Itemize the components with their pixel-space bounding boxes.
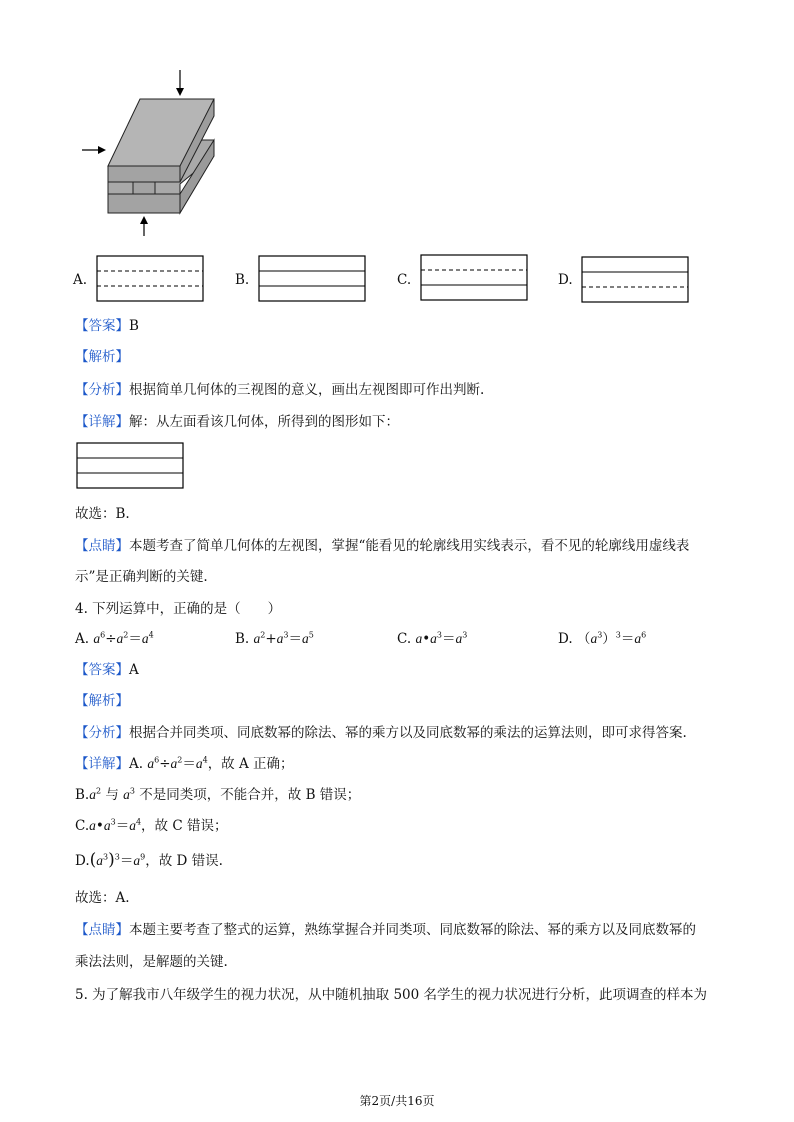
q3-choice: 故选：B. [75, 506, 130, 522]
q4-option-d: D. $(a^3)^3=a^6$ [558, 630, 647, 647]
option-label-b: B. [235, 272, 250, 288]
q4-dianjing-2: 乘法法则，是解题的关键. [75, 954, 228, 970]
q4-detail-a: 【详解】A. $a^6\div a^2=a^4$，故 A 正确； [75, 755, 294, 772]
q4-analysis-tag: 【解析】 [75, 693, 129, 709]
q4-detail-c: $C.a•a^3=a^4$，故 C 错误； [75, 817, 228, 834]
q4-detail-b: $B.a^2$ 与 $a^3$ 不是同类项，不能合并，故 B 错误； [75, 786, 361, 803]
q4-dianjing: 【点睛】本题主要考查了整式的运算，熟练掌握合并同类项、同底数幂的除法、幂的乘方以及同底数幂的 [75, 922, 696, 938]
option-label-a: A. [73, 272, 88, 288]
option-c-figure [420, 254, 530, 302]
q4-fenxi: 【分析】根据合并同类项、同底数幂的除法、幂的乘方以及同底数幂的乘法的运算法则，即可求得答案. [75, 725, 687, 741]
option-label-c: C. [397, 272, 412, 288]
option-d-figure [581, 256, 691, 304]
q3-analysis-tag: 【解析】 [75, 349, 129, 365]
q4-options: A. $a^6\div a^2=a^4$ [75, 630, 154, 647]
q3-dianjing-2: 示”是正确判断的关键. [75, 569, 208, 585]
q4-stem: 4. 下列运算中，正确的是（ ） [75, 601, 282, 617]
q5-stem: 5. 为了解我市八年级学生的视力状况，从中随机抽取 500 名学生的视力状况进行分析，此项调查的样本为 [75, 987, 708, 1003]
option-label-d: D. [558, 272, 573, 288]
q4-option-b: B. $a^2+a^3=a^5$ [235, 630, 314, 647]
q3-answer: 【答案】B [75, 318, 139, 334]
q3-fenxi: 【分析】根据简单几何体的三视图的意义，画出左视图即可作出判断. [75, 382, 485, 398]
h-beam-figure [78, 66, 238, 241]
q4-detail-d: $D.(a^3)^3=a^9$，故 D 错误. [75, 850, 223, 870]
option-a-figure [96, 255, 206, 303]
q3-dianjing: 【点睛】本题考查了简单几何体的左视图，掌握“能看见的轮廓线用实线表示，看不见的轮廓线用虚线表 [75, 538, 690, 554]
q4-choice: 故选：A. [75, 890, 130, 906]
q3-detail: 【详解】解：从左面看该几何体，所得到的图形如下： [75, 414, 399, 430]
page-footer: 第2页/共16页 [359, 1094, 435, 1108]
q4-option-c: C. $a•a^3=a^3$ [397, 630, 468, 647]
q4-answer: 【答案】A [75, 662, 139, 678]
option-b-figure [258, 255, 368, 303]
left-view-figure [76, 442, 186, 490]
